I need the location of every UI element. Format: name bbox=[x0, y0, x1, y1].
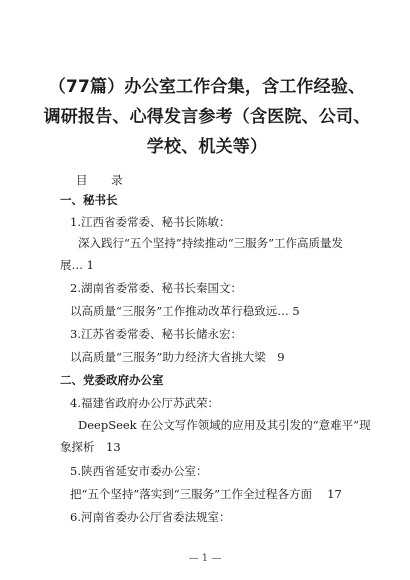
toc-entry-1-title-line-1: 深入践行“五个坚持”持续推动“三服务”工作高质量发 bbox=[78, 236, 344, 250]
toc-entry-2-author: 2.湖南省委常委、秘书长秦国文： bbox=[70, 281, 242, 295]
section-heading-secretary-general: 一、秘书长 bbox=[60, 193, 118, 207]
toc-entry-5-author: 5.陕西省延安市委办公室： bbox=[70, 464, 208, 478]
title-line-2: 调研报告、心得发言参考（含医院、公司、 bbox=[43, 107, 371, 127]
toc-entry-1-title bbox=[60, 232, 360, 276]
title-line-3: 学校、机关等） bbox=[146, 137, 268, 157]
toc-entry-1-title-line-2: 展… 1 bbox=[60, 258, 94, 272]
toc-entry-1-author: 1.江西省委常委、秘书长陈敏： bbox=[70, 215, 231, 229]
toc-entry-3-author: 3.江苏省委常委、秘书长储永宏： bbox=[70, 327, 242, 341]
document-title bbox=[40, 72, 374, 162]
toc-entry-4-title-line-2: 象探析 13 bbox=[60, 440, 121, 454]
toc-entry-3-title: 以高质量“三服务”助力经济大省挑大梁 9 bbox=[70, 350, 285, 364]
toc-entry-4-title bbox=[60, 414, 371, 458]
section-heading-party-government-office: 二、党委政府办公室 bbox=[60, 373, 164, 387]
toc-entry-4-author: 4.福建省政府办公厅苏武荣： bbox=[70, 396, 219, 410]
toc-heading: 目 录 bbox=[76, 173, 133, 187]
page-number: — 1 — bbox=[188, 553, 222, 564]
title-line-1: （77篇）办公室工作合集，含工作经验、 bbox=[48, 77, 366, 97]
toc-entry-5-title: 把“五个坚持”落实到“三服务”工作全过程各方面 17 bbox=[70, 487, 342, 501]
toc-entry-4-title-line-1: DeepSeek 在公文写作领域的应用及其引发的“意难平”现 bbox=[78, 418, 371, 432]
toc-entry-2-title: 以高质量“三服务”工作推动改革行稳致远… 5 bbox=[70, 304, 300, 318]
toc-entry-6-author: 6.河南省委办公厅省委法规室： bbox=[70, 510, 231, 524]
